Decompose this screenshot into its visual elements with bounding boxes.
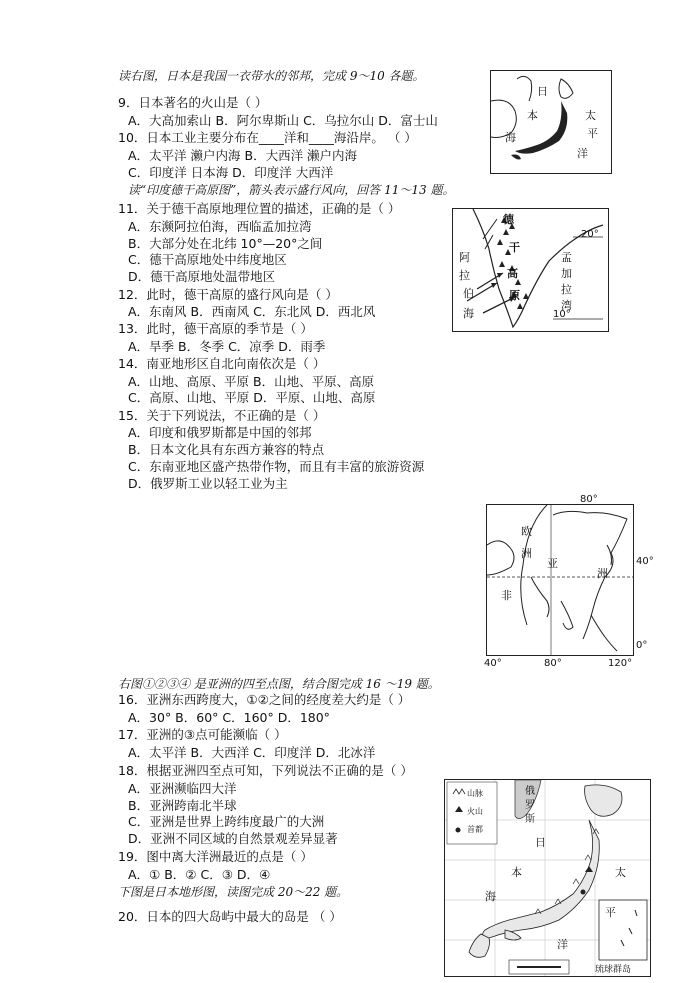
question-12-options: A．东南风 B．西南风 C．东北风 D．西北风 bbox=[128, 304, 376, 319]
label-gan: 干 bbox=[509, 241, 520, 254]
label-de: 德 bbox=[503, 213, 514, 226]
label-40n: 40° bbox=[636, 556, 654, 567]
label-la: 拉 bbox=[459, 269, 470, 282]
question-18: 18．根据亚洲四至点可知，下列说法不正确的是（ ） bbox=[118, 763, 413, 778]
japan-map-small bbox=[490, 70, 612, 174]
question-11-option-a: A．东濒阿拉伯海，西临孟加拉湾 bbox=[128, 219, 312, 234]
question-13-options: A．旱季 B．冬季 C．凉季 D．雨季 bbox=[128, 339, 326, 354]
label-japan-ri: 日 bbox=[535, 836, 546, 849]
label-la2: 拉 bbox=[561, 283, 572, 296]
question-20: 20．日本的四大岛屿中最大的岛是 （ ） bbox=[118, 909, 342, 924]
intro-japan-terrain: 下图是日本地形图，读图完成 20～22 题。 bbox=[118, 885, 349, 899]
question-14-options-1: A．山地、高原、平原 B．山地、平原、高原 bbox=[128, 374, 375, 389]
label-gao: 高 bbox=[507, 267, 518, 280]
label-lat10: 10° bbox=[553, 309, 571, 320]
question-11-option-d: D．德干高原地处温带地区 bbox=[128, 269, 276, 284]
question-14-options-2: C．高原、山地、平原 D．平原、山地、高原 bbox=[128, 390, 376, 405]
question-10-options-1: A．太平洋 濑户内海 B．大西洋 濑户内海 bbox=[128, 148, 358, 163]
question-10: 10．日本工业主要分布在____洋和____海沿岸。 （ ） bbox=[118, 130, 417, 145]
label-a: 阿 bbox=[459, 251, 470, 264]
question-18-option-d: D．亚洲不同区域的自然景观差异显著 bbox=[128, 831, 338, 846]
label-yuan: 原 bbox=[509, 289, 520, 302]
legend-volcano: 火山 bbox=[467, 807, 483, 816]
legend-mountain: 山脉 bbox=[467, 789, 483, 798]
legend-capital: 首都 bbox=[467, 825, 483, 834]
label-zhou1: 洲 bbox=[521, 547, 532, 560]
label-80n: 80° bbox=[580, 494, 598, 505]
label-ben: 本 bbox=[527, 109, 538, 122]
asia-map-graphic bbox=[487, 505, 633, 655]
asia-map-frame bbox=[486, 504, 634, 656]
question-15-option-d: D．俄罗斯工业以轻工业为主 bbox=[128, 476, 288, 491]
label-jia: 加 bbox=[561, 267, 572, 280]
label-si: 斯 bbox=[525, 814, 535, 825]
question-18-option-c: C．亚洲是世界上跨纬度最广的大洲 bbox=[128, 814, 325, 829]
label-meng: 孟 bbox=[561, 251, 572, 264]
label-80e: 80° bbox=[544, 658, 562, 669]
question-11-option-b: B．大部分处在北纬 10°—20°之间 bbox=[128, 236, 323, 251]
question-15-option-c: C．东南亚地区盛产热带作物，而且有丰富的旅游资源 bbox=[128, 459, 425, 474]
label-japan-yang: 洋 bbox=[557, 938, 568, 951]
label-120e: 120° bbox=[608, 658, 633, 669]
question-15-option-a: A．印度和俄罗斯都是中国的邻邦 bbox=[128, 425, 312, 440]
label-40e: 40° bbox=[484, 658, 502, 669]
label-zhou2: 洲 bbox=[597, 567, 608, 580]
label-lat20: 20° bbox=[581, 229, 599, 240]
label-ri: 日 bbox=[537, 85, 548, 98]
intro-asia: 右图①②③④ 是亚洲的四至点图，结合图完成 16 ～19 题。 bbox=[118, 677, 440, 691]
question-9-options: A．大高加索山 B．阿尔卑斯山 C．乌拉尔山 D．富士山 bbox=[128, 113, 438, 128]
label-wan: 湾 bbox=[561, 299, 572, 312]
label-ping: 平 bbox=[587, 127, 598, 140]
label-e: 俄 bbox=[525, 786, 535, 797]
question-11-option-c: C．德干高原地处中纬度地区 bbox=[128, 252, 287, 267]
asia-map bbox=[480, 494, 655, 676]
label-ou: 欧 bbox=[521, 525, 532, 538]
label-hai: 海 bbox=[505, 131, 516, 144]
label-tai: 太 bbox=[585, 109, 596, 122]
deccan-map-graphic bbox=[453, 209, 608, 331]
question-19-options: A．① B．② C．③ D．④ bbox=[128, 867, 271, 882]
question-11: 11．关于德干高原地理位置的描述，正确的是（ ） bbox=[118, 201, 401, 216]
label-yang: 洋 bbox=[577, 147, 588, 160]
question-16: 16．亚洲东西跨度大，①②之间的经度差大约是（ ） bbox=[118, 692, 411, 707]
question-18-option-a: A．亚洲濒临四大洋 bbox=[128, 781, 237, 796]
intro-japan: 读右图，日本是我国一衣带水的邻邦，完成 9～10 各题。 bbox=[118, 69, 425, 83]
label-japan-hai: 海 bbox=[485, 890, 496, 903]
question-15-option-b: B．日本文化具有东西方兼容的特点 bbox=[128, 442, 325, 457]
question-12: 12．此时，德干高原的盛行风向是（ ） bbox=[118, 287, 338, 302]
label-luo: 罗 bbox=[525, 800, 535, 811]
question-16-options: A．30° B．60° C．160° D．180° bbox=[128, 710, 330, 725]
question-18-option-b: B．亚洲跨南北半球 bbox=[128, 798, 237, 813]
label-ya: 亚 bbox=[547, 557, 558, 570]
deccan-plateau-map bbox=[452, 208, 609, 332]
question-15: 15．关于下列说法，不正确的是（ ） bbox=[118, 408, 326, 423]
japan-terrain-map bbox=[444, 779, 651, 977]
question-17: 17．亚洲的③点可能濒临（ ） bbox=[118, 727, 287, 742]
label-bo: 伯 bbox=[463, 287, 474, 300]
label-ryukyu: 琉球群岛 bbox=[595, 965, 632, 975]
question-14: 14．南亚地形区自北向南依次是（ ） bbox=[118, 356, 326, 371]
label-fei: 非 bbox=[501, 589, 512, 602]
label-japan-ping: 平 bbox=[605, 906, 616, 919]
question-17-options: A．太平洋 B．大西洋 C．印度洋 D．北冰洋 bbox=[128, 745, 376, 760]
question-10-options-2: C．印度洋 日本海 D．印度洋 大西洋 bbox=[128, 165, 334, 180]
label-japan-tai: 太 bbox=[615, 866, 626, 879]
intro-deccan: 读“印度德干高原图”，箭头表示盛行风向，回答 11～13 题。 bbox=[128, 183, 455, 197]
question-19: 19．图中离大洋洲最近的点是（ ） bbox=[118, 849, 313, 864]
label-0: 0° bbox=[636, 640, 648, 651]
question-13: 13．此时，德干高原的季节是（ ） bbox=[118, 321, 313, 336]
label-japan-ben: 本 bbox=[511, 866, 522, 879]
label-hai2: 海 bbox=[463, 307, 474, 320]
question-9: 9．日本著名的火山是（ ） bbox=[118, 95, 268, 110]
